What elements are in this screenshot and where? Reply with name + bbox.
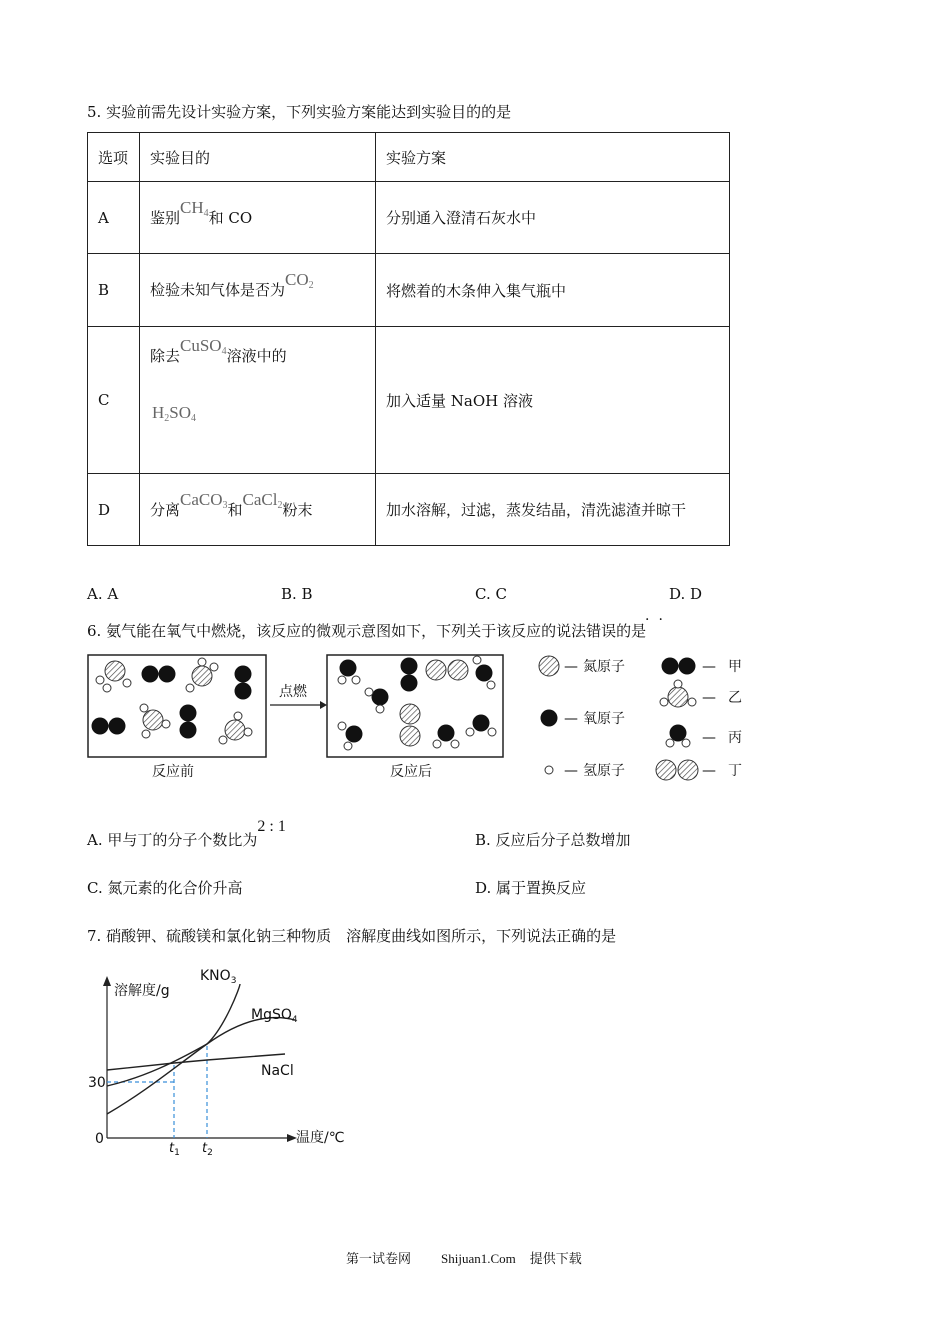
header-option: 选项 xyxy=(88,133,140,182)
formula-caco3: CaCO$_3$ xyxy=(180,489,228,511)
y-axis-label: 溶解度/g xyxy=(114,983,170,999)
row-option: B xyxy=(88,254,140,327)
svg-text:—: — xyxy=(702,690,716,706)
formula-cacl2: CaCl$_2$ xyxy=(242,489,283,511)
nacl-label: NaCl xyxy=(261,1063,294,1079)
svg-text:—: — xyxy=(702,730,716,746)
row-goal xyxy=(140,182,376,254)
goal-text: 粉末 xyxy=(282,500,313,519)
row-plan: 加入适量 NaOH 溶液 xyxy=(376,327,730,474)
molecule-jia-icon xyxy=(662,658,696,675)
arrow-label: 点燃 xyxy=(279,684,307,700)
oxygen-molecule xyxy=(235,666,252,700)
ammonia-molecule xyxy=(96,661,131,692)
ammonia-molecule xyxy=(186,658,218,692)
choice-d: D. D xyxy=(669,585,703,603)
choice-a: A. A xyxy=(87,585,119,603)
q6-choice-d: D. 属于置换反应 xyxy=(475,879,587,897)
row-plan: 分别通入澄清石灰水中 xyxy=(376,182,730,254)
mgso4-label: MgSO$_4$ xyxy=(251,1007,298,1025)
before-label: 反应前 xyxy=(152,764,194,780)
water-molecule xyxy=(433,725,459,749)
row-goal xyxy=(140,254,376,327)
water-molecule xyxy=(365,688,389,713)
row-plan: 将燃着的木条伸入集气瓶中 xyxy=(376,254,730,327)
legend-bing: 丙 xyxy=(728,730,742,746)
t1-label: $t_1$ xyxy=(169,1141,180,1158)
nacl-curve xyxy=(107,1054,285,1070)
ratio: 2 : 1 xyxy=(257,818,286,835)
svg-text:—: — xyxy=(702,659,716,675)
ammonia-molecule xyxy=(140,704,170,738)
q5-stem: 5. 实验前需先设计实验方案，下列实验方案能达到实验目的的是 xyxy=(87,103,512,121)
goal-text: 分离 xyxy=(150,500,181,519)
table-row xyxy=(88,182,730,254)
svg-text:—: — xyxy=(564,711,578,727)
reaction-diagram xyxy=(80,650,760,785)
choice-b: B. B xyxy=(281,585,313,603)
nitrogen-molecule xyxy=(400,704,420,746)
guide-lines xyxy=(107,1046,207,1138)
legend-ding: 丁 xyxy=(728,763,742,779)
q6-stem: 6. 氨气能在氧气中燃烧，该反应的微观示意图如下，下列关于该反应的说法错误的是 xyxy=(87,622,647,640)
goal-text: 除去 xyxy=(150,347,181,365)
footer xyxy=(346,1248,582,1267)
y-tick-30: 30 xyxy=(88,1075,106,1091)
solubility-chart xyxy=(85,962,375,1162)
water-molecule xyxy=(466,715,496,737)
row-goal xyxy=(140,474,376,546)
emphasis-dots: ·· xyxy=(645,612,672,628)
legend-jia: 甲 xyxy=(728,659,742,675)
formula-h2so4: $H_2SO_4$ xyxy=(152,403,197,424)
oxygen-molecule xyxy=(401,658,418,692)
legend-nitrogen: 氮原子 xyxy=(583,659,625,675)
q6-choice-a: A. 甲与丁的分子个数比为2 : 1 xyxy=(87,818,286,849)
q6-choice-b: B. 反应后分子总数增加 xyxy=(475,831,631,849)
water-molecule xyxy=(473,656,495,689)
header-goal: 实验目的 xyxy=(140,133,376,182)
row-plan: 加水溶解，过滤，蒸发结晶，清洗滤渣并晾干 xyxy=(376,474,730,546)
nitrogen-molecule xyxy=(426,660,468,680)
water-molecule xyxy=(338,660,360,685)
table-row xyxy=(88,474,730,546)
legend-yi: 乙 xyxy=(728,690,742,706)
oxygen-molecule xyxy=(180,705,197,739)
row-option: D xyxy=(88,474,140,546)
svg-text:—: — xyxy=(702,763,716,779)
ammonia-molecule xyxy=(219,712,252,744)
footer-left: 第一试卷网 xyxy=(346,1252,412,1267)
after-label: 反应后 xyxy=(390,764,432,780)
formula-ch4: $CH_4$ xyxy=(180,197,209,219)
row-goal xyxy=(140,327,376,474)
q6-choice-c: C. 氮元素的化合价升高 xyxy=(87,879,243,897)
oxygen-atom-icon xyxy=(541,710,558,727)
water-molecule xyxy=(338,722,363,750)
header-plan: 实验方案 xyxy=(376,133,730,182)
choice-c: C. C xyxy=(475,585,507,603)
molecule-ding-icon xyxy=(656,760,698,780)
t2-label: $t_2$ xyxy=(202,1141,213,1158)
footer-right: 提供下载 xyxy=(529,1252,582,1267)
goal-text: 检验未知气体是否为 xyxy=(150,281,286,299)
oxygen-molecule xyxy=(92,718,126,735)
molecule-bing-icon xyxy=(666,725,690,748)
goal-text: 和 CO xyxy=(208,208,253,227)
table-row xyxy=(88,254,730,327)
legend-hydrogen: 氢原子 xyxy=(583,763,625,779)
goal-text: 鉴别 xyxy=(150,208,181,227)
row-option: C xyxy=(88,327,140,474)
footer-mid: Shijuan1.Com xyxy=(441,1251,516,1266)
formula-cuso4: CuSO$_4$ xyxy=(180,336,227,357)
origin-label: 0 xyxy=(95,1131,104,1147)
nitrogen-atom-icon xyxy=(539,656,559,676)
oxygen-molecule xyxy=(142,666,176,683)
goal-text: 溶液中的 xyxy=(226,347,287,365)
goal-text: 和 xyxy=(227,500,243,519)
svg-text:—: — xyxy=(564,763,578,779)
experiment-table xyxy=(87,132,730,546)
hydrogen-atom-icon xyxy=(545,766,553,774)
formula-co2: $CO_2$ xyxy=(285,270,314,291)
table-row xyxy=(88,327,730,474)
molecule-yi-icon xyxy=(660,680,696,707)
legend-oxygen: 氧原子 xyxy=(583,711,625,727)
q7-stem: 7. 硝酸钾、硫酸镁和氯化钠三种物质 溶解度曲线如图所示，下列说法正确的是 xyxy=(87,927,617,945)
kno3-label: $KNO_3$ xyxy=(200,968,237,986)
legend-dash: — xyxy=(564,659,578,675)
row-option: A xyxy=(88,182,140,254)
x-axis-label: 温度/℃ xyxy=(296,1130,345,1146)
